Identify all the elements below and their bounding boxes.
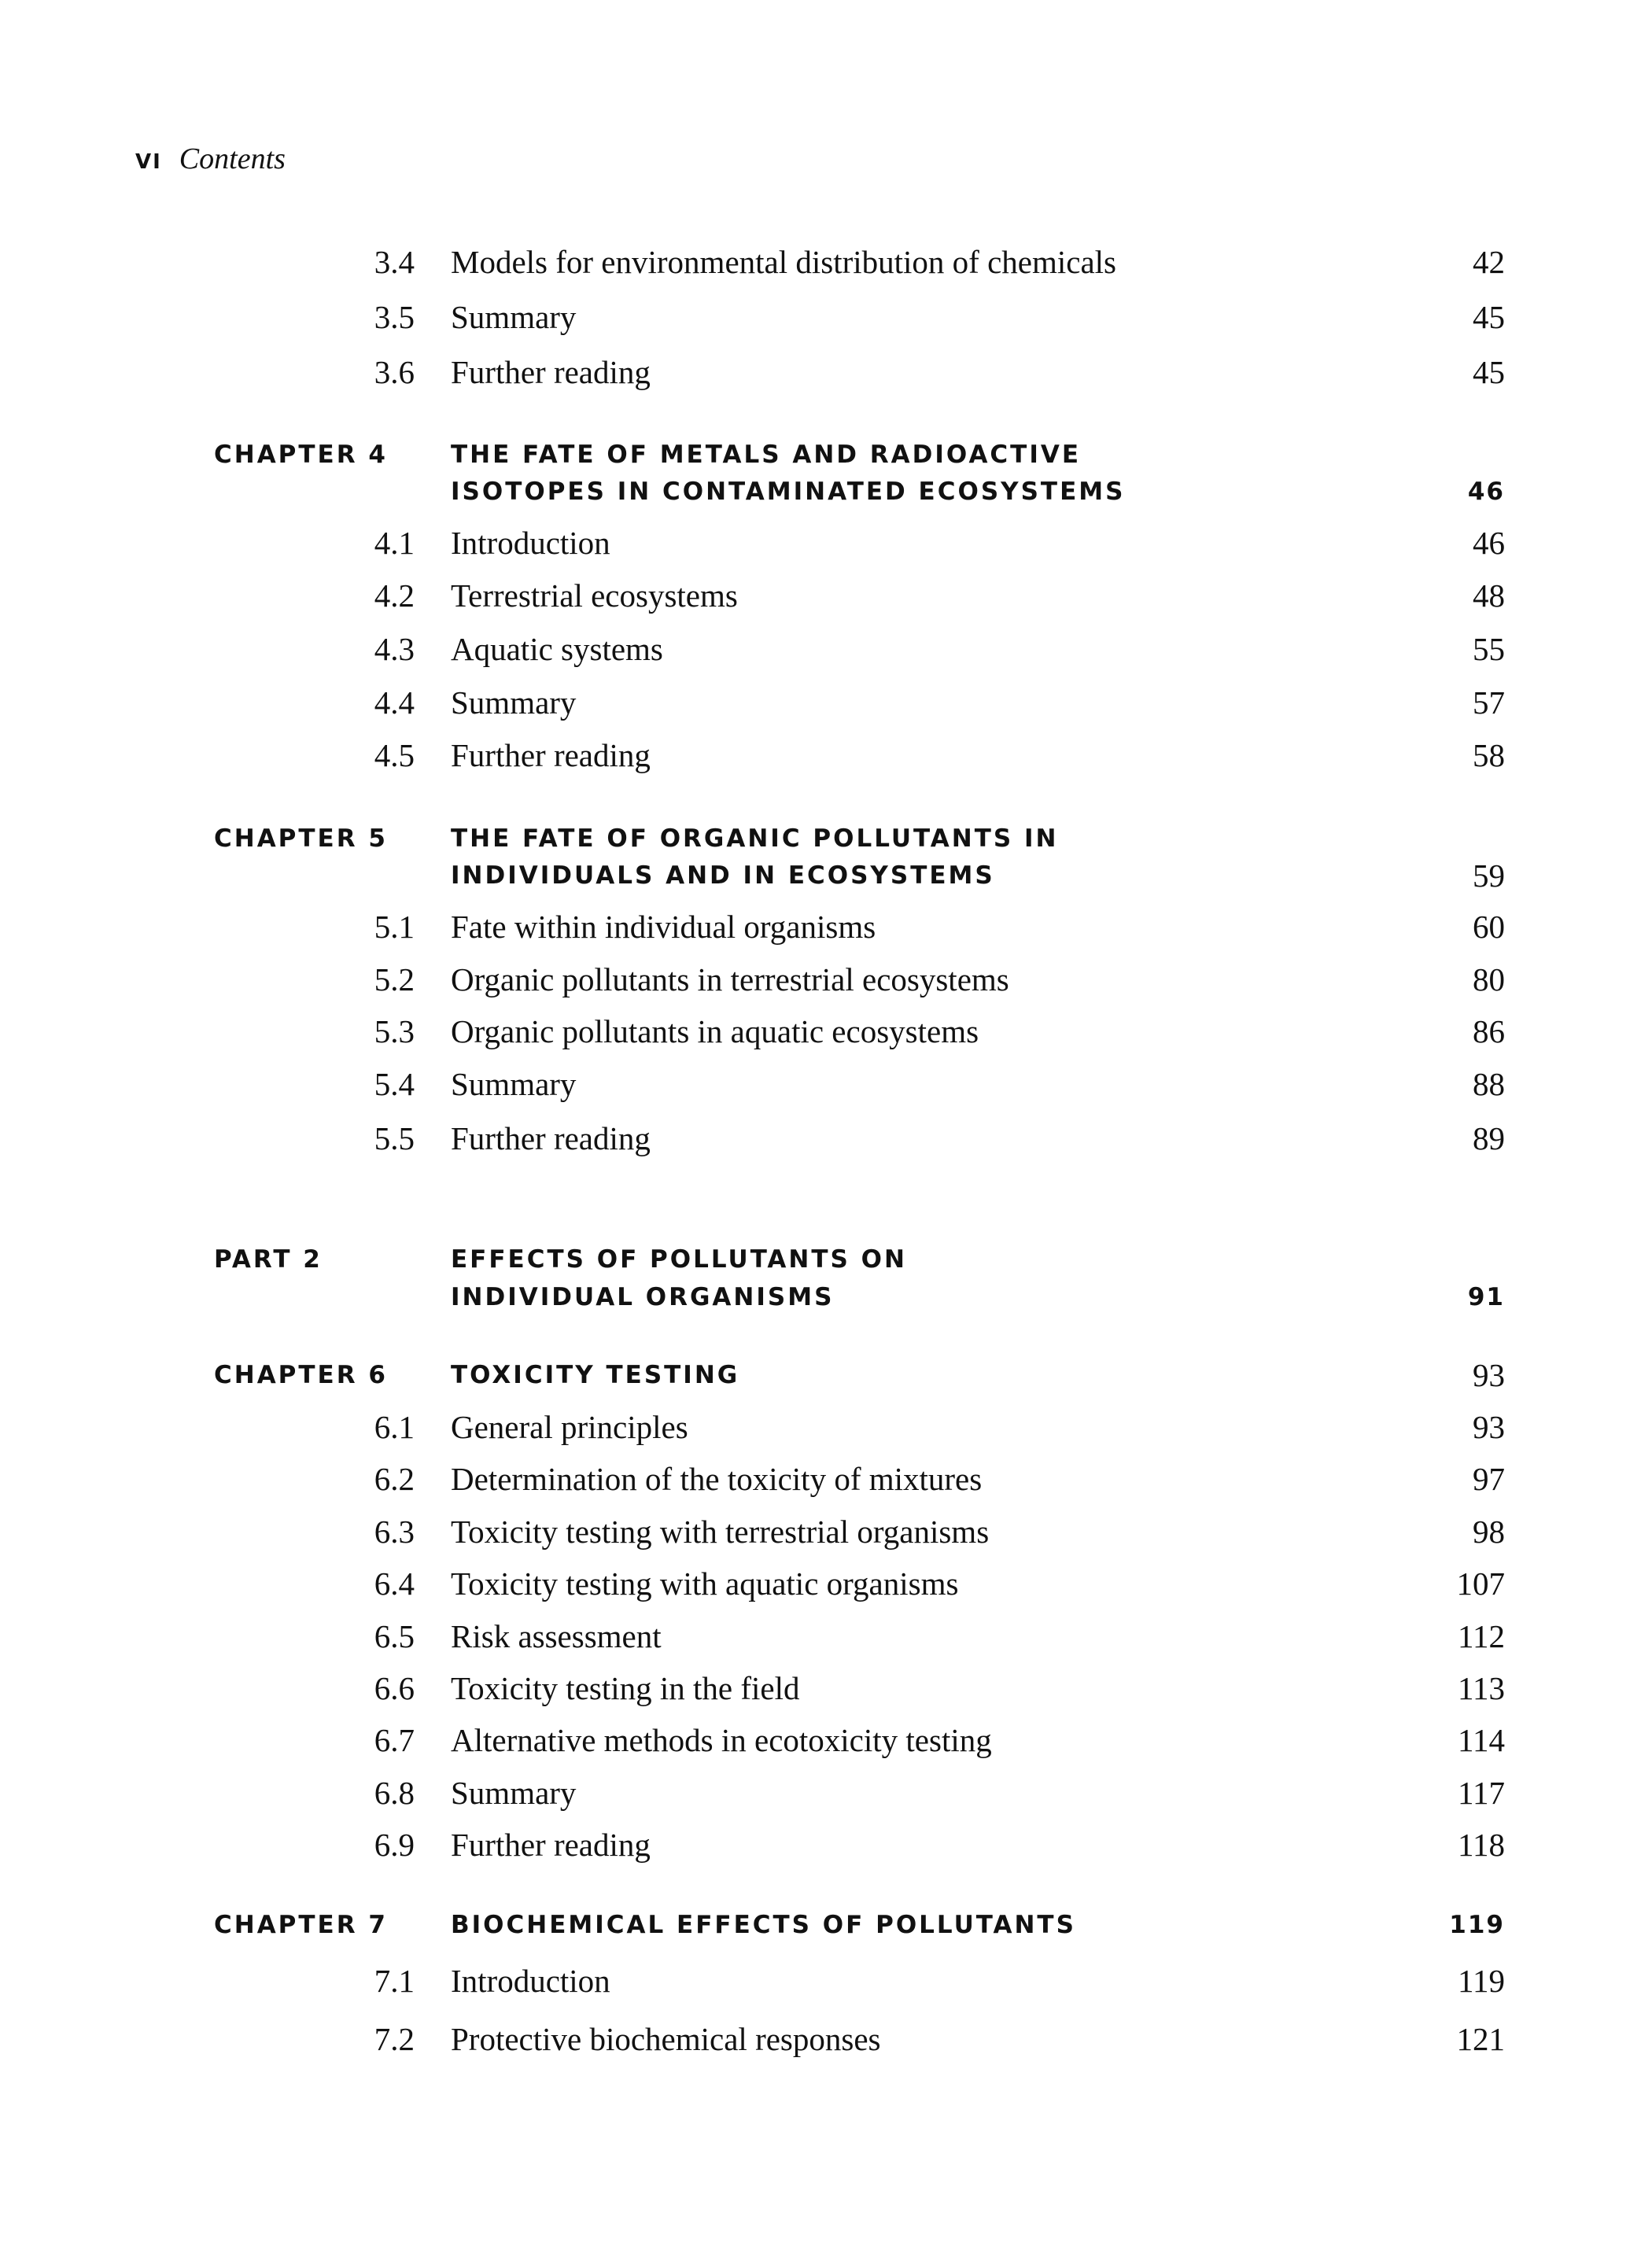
section-number: 4.5 [374, 737, 415, 773]
page-number: 55 [1473, 631, 1505, 667]
page-number: 58 [1473, 737, 1505, 773]
section-title: Further reading [451, 737, 651, 773]
part-page-number: 91 [1467, 1283, 1505, 1311]
page-number: 45 [1473, 354, 1505, 390]
toc-entry[interactable] [0, 1669, 1652, 1708]
chapter-title: BIOCHEMICAL EFFECTS OF POLLUTANTS [451, 1911, 1076, 1939]
section-title: Risk assessment [451, 1618, 662, 1654]
chapter-label: CHAPTER 5 [214, 824, 388, 853]
page-number: 114 [1458, 1722, 1505, 1758]
section-number: 6.7 [374, 1722, 415, 1758]
toc-entry[interactable] [0, 1720, 1652, 1760]
toc-entry[interactable] [0, 629, 1652, 669]
toc-entry[interactable] [0, 1512, 1652, 1551]
page-number: 57 [1473, 684, 1505, 721]
part-heading-continued[interactable] [0, 1278, 1652, 1317]
toc-entry[interactable] [0, 1407, 1652, 1447]
chapter-heading[interactable] [0, 1905, 1652, 1945]
page-number: 48 [1473, 577, 1505, 614]
running-title: Contents [179, 142, 286, 175]
toc-entry[interactable] [0, 576, 1652, 615]
toc-entry[interactable] [0, 907, 1652, 946]
page-number: 60 [1473, 909, 1505, 945]
toc-entry[interactable] [0, 683, 1652, 722]
chapter-title-line-2: ISOTOPES IN CONTAMINATED ECOSYSTEMS [451, 478, 1126, 506]
page-number: 107 [1456, 1565, 1505, 1602]
toc-entry[interactable] [0, 297, 1652, 337]
section-title: Further reading [451, 1120, 651, 1156]
section-number: 6.9 [374, 1827, 415, 1863]
section-number: 3.4 [374, 244, 415, 280]
chapter-title: TOXICITY TESTING [451, 1361, 740, 1389]
section-number: 5.1 [374, 909, 415, 945]
chapter-label: CHAPTER 7 [214, 1911, 388, 1939]
section-title: Introduction [451, 1963, 610, 1999]
chapter-title-line-2: INDIVIDUALS AND IN ECOSYSTEMS [451, 861, 995, 890]
section-number: 6.2 [374, 1461, 415, 1497]
toc-entry[interactable] [0, 960, 1652, 999]
chapter-heading-continued[interactable] [0, 856, 1652, 895]
section-number: 3.6 [374, 354, 415, 390]
section-number: 6.8 [374, 1775, 415, 1811]
toc-entry[interactable] [0, 1961, 1652, 2000]
section-title: Toxicity testing with aquatic organisms [451, 1565, 959, 1602]
part-title-line-1: EFFECTS OF POLLUTANTS ON [451, 1245, 907, 1274]
section-title: Organic pollutants in aquatic ecosystems [451, 1013, 979, 1049]
section-title: Models for environmental distribution of chemicals [451, 244, 1117, 280]
chapter-title-line-1: THE FATE OF METALS AND RADIOACTIVE [451, 441, 1082, 469]
chapter-label: CHAPTER 6 [214, 1361, 388, 1389]
section-number: 5.2 [374, 961, 415, 997]
toc-entry[interactable] [0, 736, 1652, 775]
section-title: General principles [451, 1409, 688, 1445]
section-number: 6.3 [374, 1514, 415, 1550]
page-number: 80 [1473, 961, 1505, 997]
section-title: Summary [451, 1775, 577, 1811]
page-number: 113 [1458, 1670, 1505, 1706]
section-title: Determination of the toxicity of mixtures [451, 1461, 983, 1497]
toc-entry[interactable] [0, 1119, 1652, 1158]
chapter-page-number: 59 [1473, 857, 1505, 894]
section-title: Aquatic systems [451, 631, 663, 667]
section-title: Summary [451, 299, 577, 335]
section-number: 6.1 [374, 1409, 415, 1445]
chapter-title-line-1: THE FATE OF ORGANIC POLLUTANTS IN [451, 824, 1059, 853]
chapter-page-number: 119 [1449, 1911, 1505, 1939]
toc-entry[interactable] [0, 1564, 1652, 1603]
toc-entry[interactable] [0, 1459, 1652, 1499]
section-title: Terrestrial ecosystems [451, 577, 738, 614]
section-number: 6.4 [374, 1565, 415, 1602]
toc-entry[interactable] [0, 1617, 1652, 1656]
part-label: PART 2 [214, 1245, 323, 1274]
section-title: Toxicity testing with terrestrial organisms [451, 1514, 990, 1550]
toc-entry[interactable] [0, 242, 1652, 282]
chapter-heading[interactable] [0, 819, 1652, 858]
page-number: 42 [1473, 244, 1505, 280]
toc-entry[interactable] [0, 2019, 1652, 2059]
page-number: 86 [1473, 1013, 1505, 1049]
chapter-heading[interactable] [0, 1355, 1652, 1395]
page-number: 98 [1473, 1514, 1505, 1550]
toc-entry[interactable] [0, 1012, 1652, 1051]
toc-entry[interactable] [0, 1825, 1652, 1864]
section-title: Alternative methods in ecotoxicity testing [451, 1722, 992, 1758]
page-number: 89 [1473, 1120, 1505, 1156]
section-number: 7.2 [374, 2021, 415, 2057]
page-number: 121 [1456, 2021, 1505, 2057]
section-number: 4.3 [374, 631, 415, 667]
page-number: 117 [1458, 1775, 1505, 1811]
page-number: 118 [1458, 1827, 1505, 1863]
page-folio: VI [135, 150, 162, 174]
section-number: 6.6 [374, 1670, 415, 1706]
toc-entry[interactable] [0, 352, 1652, 392]
section-number: 5.5 [374, 1120, 415, 1156]
section-title: Introduction [451, 525, 610, 561]
part-title-line-2: INDIVIDUAL ORGANISMS [451, 1283, 835, 1311]
section-title: Fate within individual organisms [451, 909, 876, 945]
section-number: 4.4 [374, 684, 415, 721]
section-title: Organic pollutants in terrestrial ecosystems [451, 961, 1009, 997]
section-title: Further reading [451, 354, 651, 390]
page-number: 93 [1473, 1409, 1505, 1445]
chapter-heading-continued[interactable] [0, 472, 1652, 511]
section-title: Further reading [451, 1827, 651, 1863]
section-number: 4.2 [374, 577, 415, 614]
page-number: 119 [1458, 1963, 1505, 1999]
section-number: 6.5 [374, 1618, 415, 1654]
section-number: 4.1 [374, 525, 415, 561]
section-title: Protective biochemical responses [451, 2021, 881, 2057]
chapter-page-number: 93 [1473, 1357, 1505, 1393]
chapter-heading[interactable] [0, 435, 1652, 474]
section-number: 3.5 [374, 299, 415, 335]
chapter-page-number: 46 [1467, 478, 1505, 506]
page-number: 88 [1473, 1066, 1505, 1102]
page-number: 97 [1473, 1461, 1505, 1497]
section-number: 7.1 [374, 1963, 415, 1999]
toc-entry[interactable] [0, 1064, 1652, 1104]
page-number: 112 [1458, 1618, 1505, 1654]
page-number: 45 [1473, 299, 1505, 335]
section-number: 5.4 [374, 1066, 415, 1102]
toc-entry[interactable] [0, 1773, 1652, 1812]
section-title: Summary [451, 1066, 577, 1102]
section-title: Summary [451, 684, 577, 721]
section-title: Toxicity testing in the field [451, 1670, 800, 1706]
chapter-label: CHAPTER 4 [214, 441, 388, 469]
part-heading[interactable] [0, 1240, 1652, 1279]
page-number: 46 [1473, 525, 1505, 561]
toc-entry[interactable] [0, 523, 1652, 562]
section-number: 5.3 [374, 1013, 415, 1049]
